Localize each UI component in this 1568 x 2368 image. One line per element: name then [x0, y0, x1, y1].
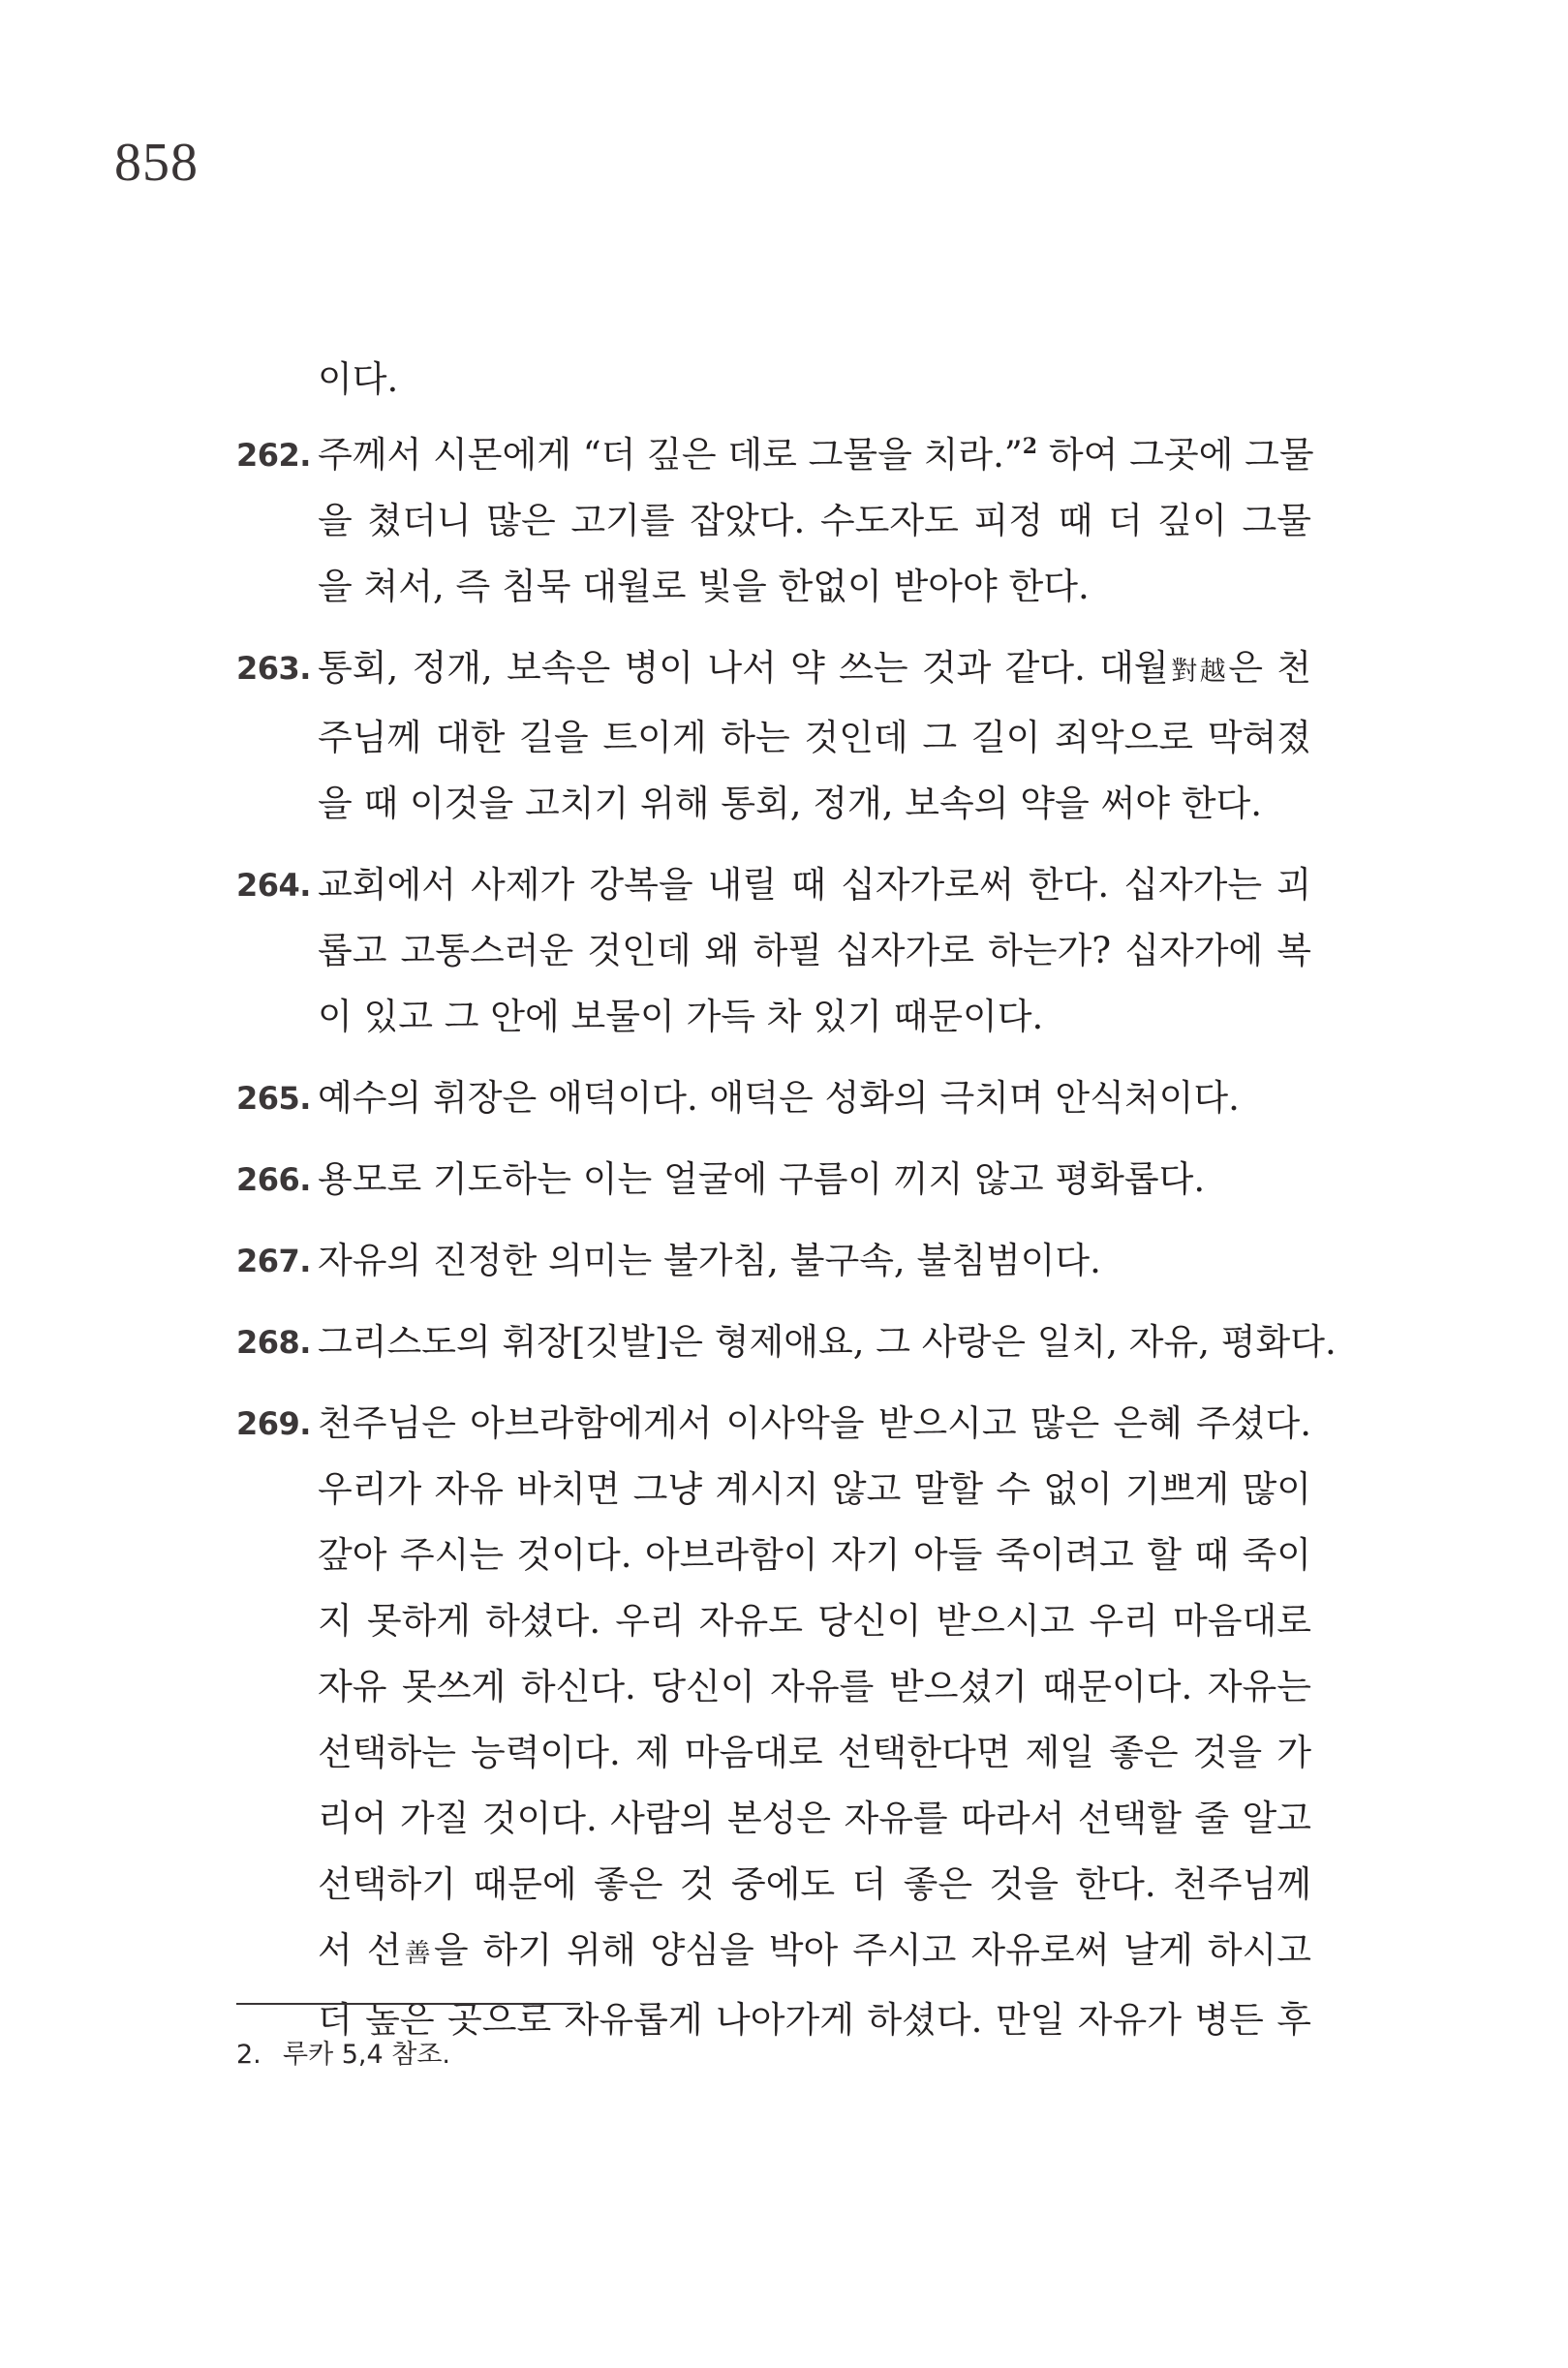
- entry-line: 자유 못쓰게 하신다. 당신이 자유를 받으셨기 때문이다. 자유는: [318, 1666, 1311, 1707]
- entry-line: 선택하는 능력이다. 제 마음대로 선택한다면 제일 좋은 것을 가: [318, 1732, 1311, 1773]
- footnote-number: 2.: [236, 2040, 261, 2070]
- entry-line: 갚아 주시는 것이다. 아브라함이 자기 아들 죽이려고 할 때 죽이: [318, 1534, 1311, 1576]
- footnote-reference[interactable]: 2: [1022, 434, 1038, 459]
- hanja-gloss: 善: [401, 1939, 434, 1969]
- entry-line: 용모로 기도하는 이는 얼굴에 구름이 끼지 않고 평화롭다.: [318, 1158, 1206, 1200]
- entry-number: 266.: [236, 1161, 311, 1198]
- entry-line: 그리스도의 휘장[깃발]은 형제애요, 그 사랑은 일치, 자유, 평화다.: [318, 1321, 1337, 1363]
- entry-line: 더 높은 곳으로 자유롭게 나아가게 하셨다. 만일 자유가 병든 후: [318, 1999, 1311, 2041]
- entry-line: 롭고 고통스러운 것인데 왜 하필 십자가로 하는가? 십자가에 복: [318, 930, 1311, 971]
- entry-number: 269.: [236, 1405, 311, 1442]
- body-text: [236, 347, 1337, 2069]
- entry-line: 지 못하게 하셨다. 우리 자유도 당신이 받으시고 우리 마음대로: [318, 1600, 1311, 1642]
- entry-line: 선택하기 때문에 좋은 것 중에도 더 좋은 것을 한다. 천주님께: [318, 1863, 1311, 1905]
- entry-line: 통회, 정개, 보속은 병이 나서 약 쓰는 것과 같다. 대월對越은 천: [318, 647, 1311, 689]
- entry-267: [236, 1228, 1311, 1294]
- footnote-divider: [236, 2003, 580, 2005]
- entry-line: 주님께 대한 길을 트이게 하는 것인데 그 길이 죄악으로 막혀졌: [318, 717, 1311, 758]
- entry-line: 자유의 진정한 의미는 불가침, 불구속, 불침범이다.: [318, 1240, 1101, 1281]
- entry-268: [236, 1309, 1337, 1375]
- entry-line: 예수의 휘장은 애덕이다. 애덕은 성화의 극치며 안식처이다.: [318, 1077, 1240, 1119]
- footnote: [236, 2036, 450, 2075]
- footnote-text: 루카 5,4 참조.: [283, 2040, 451, 2070]
- entry-264: [236, 852, 1311, 1050]
- entry-262: [236, 422, 1314, 620]
- entry-265: [236, 1065, 1311, 1131]
- entry-266: [236, 1147, 1311, 1213]
- entry-number: 262.: [236, 437, 311, 474]
- continuation-line: 이다.: [318, 358, 399, 400]
- entry-number: 263.: [236, 650, 311, 687]
- entry-line: 이 있고 그 안에 보물이 가득 차 있기 때문이다.: [318, 996, 1044, 1037]
- entry-number: 264.: [236, 867, 311, 904]
- entry-number: 268.: [236, 1324, 311, 1361]
- hanja-gloss: 對越: [1168, 657, 1229, 687]
- entry-line: 서 선善을 하기 위해 양심을 박아 주시고 자유로써 날게 하시고: [318, 1929, 1312, 1971]
- entry-line: 을 쳤더니 많은 고기를 잡았다. 수도자도 피정 때 더 깊이 그물: [318, 500, 1311, 541]
- entry-line: 천주님은 아브라함에게서 이사악을 받으시고 많은 은혜 주셨다.: [318, 1402, 1311, 1444]
- entry-line: 우리가 자유 바치면 그냥 계시지 않고 말할 수 없이 기쁘게 많이: [318, 1468, 1311, 1510]
- entry-263: [236, 635, 1311, 837]
- page-number: 858: [114, 133, 199, 193]
- entry-line: 을 때 이것을 고치기 위해 통회, 정개, 보속의 약을 써야 한다.: [318, 783, 1262, 824]
- entry-line: 주께서 시몬에게 “더 깊은 데로 그물을 치라.”$^2$ 하여 그곳에 그물: [318, 434, 1314, 476]
- entry-line: 리어 가질 것이다. 사람의 본성은 자유를 따라서 선택할 줄 알고: [318, 1798, 1311, 1839]
- entry-number: 265.: [236, 1080, 311, 1117]
- entry-line: 교회에서 사제가 강복을 내릴 때 십자가로써 한다. 십자가는 괴: [318, 864, 1311, 906]
- entry-269: [236, 1391, 1311, 2053]
- entry-line: 을 쳐서, 즉 침묵 대월로 빛을 한없이 받아야 한다.: [318, 566, 1090, 607]
- entry-number: 267.: [236, 1243, 311, 1279]
